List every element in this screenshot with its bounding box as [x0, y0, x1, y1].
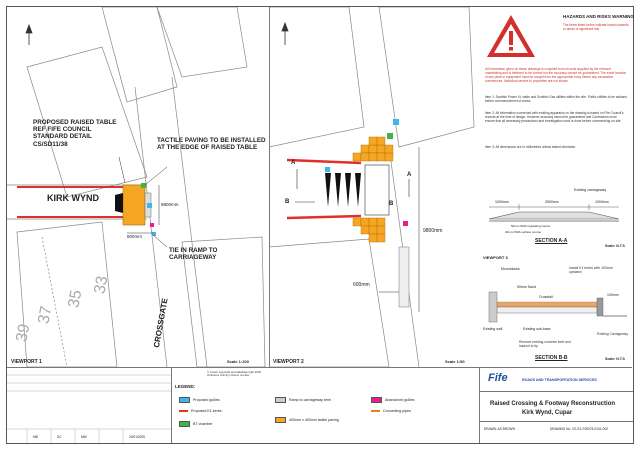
viewport-2-label: VIEWPORT 2 [273, 359, 304, 365]
revision-table [7, 367, 172, 443]
house-number: 33 [91, 274, 112, 296]
house-number: 37 [35, 304, 56, 326]
section-aa-scale: Scale: N.T.S [605, 244, 625, 248]
project-title: Raised Crossing & Footway Reconstruction [490, 401, 616, 407]
section-bb-panel [479, 252, 632, 368]
drawing-date: 20/01/2025 [129, 435, 145, 439]
dimension-800: 800mm [127, 234, 143, 239]
legend-swatch [179, 410, 188, 412]
section-marker: B [389, 201, 394, 207]
legend-swatch [371, 397, 382, 403]
viewport-1-scale: Scale 1:100 [227, 359, 249, 364]
building-outline [157, 7, 247, 77]
dimension-600: 600mm [353, 282, 370, 288]
section-bb-label: 100mm [607, 293, 619, 297]
dimension-9800: 9800mm [423, 228, 443, 234]
hazards-panel [479, 7, 632, 158]
section-bb-label: Existing Carriageway [597, 332, 628, 336]
title-block [479, 367, 633, 443]
org-logo: Fife [488, 372, 508, 384]
tactile-paving-bottom [353, 218, 385, 242]
ramp-triangles [325, 173, 361, 207]
legend-swatch [179, 421, 190, 427]
legend-swatch [371, 410, 380, 412]
drawing-sheet [6, 6, 634, 444]
notes-general: All information given on these drawings is compiled from records supplied by the relevant undertaking and is believed to be correct but the accuracy cannot be guaranteed. The exact location of any plant or equipment must be sought from the appropriate body before any excavation commences. Individual service to properties are not shown. [485, 67, 627, 83]
section-bb-viewport: VIEWPORT 3 [483, 255, 508, 260]
section-marker: A [291, 160, 296, 166]
drawing-number: DRAWING No: CE-E1-P20076-0101-002 [550, 427, 608, 431]
legend-item: 400mm x 400mm tactile paving [275, 417, 339, 423]
dept-name: ROADS AND TRANSPORTATION SERVICES [522, 378, 597, 382]
section-aa-panel [479, 157, 632, 253]
notes-item-2: Item 2: All information connected with existing apparatus on the drawing is based on Fife Council's records at the time of design. However accuracy cannot be guaranteed and Contractors must ensure that all necessary precautions and investigation work is done before commencing on site. [485, 111, 624, 123]
section-aa-label: 2500mm [545, 200, 559, 204]
legend-item: Proposed K1 kerbs [179, 409, 222, 413]
house-number: 39 [13, 322, 34, 344]
drawn-by: DRAWN: AS BROWN [484, 427, 515, 431]
section-bb-label: Install K1 kerbs with 100mm upstand [569, 266, 613, 275]
section-bb-label: Crossfall [539, 295, 553, 299]
hazards-title: HAZARDS AND RISKS WARNING [563, 14, 634, 19]
viewport-1-label: VIEWPORT 1 [11, 359, 42, 365]
section-bb-scale: Scale: N.T.S [605, 357, 625, 361]
viewport-2-scale: Scale 1:50 [445, 359, 465, 364]
initials: MW [81, 435, 87, 439]
copyright-note: © Crown copyright and database right 2025 Ordnance Survey Licence number [207, 370, 261, 378]
legend-swatch [179, 397, 190, 403]
section-marker: B [285, 199, 290, 205]
notes-item-3: Item 3: All dimensions are in millimetres unless stated otherwise. [485, 145, 577, 149]
north-arrow-icon [26, 25, 32, 45]
legend [171, 383, 479, 443]
section-bb-label: 50mm Sand [517, 285, 536, 289]
initials: MB [33, 435, 38, 439]
section-marker: A [407, 172, 412, 178]
north-arrow-icon [282, 23, 288, 45]
section-bb-label: Existing sub-base [523, 327, 551, 331]
tie-in-annotation: TIE IN RAMP TO CARRIAGEWAY [169, 247, 218, 262]
section-aa-label: 40mm SMA surface course [505, 230, 542, 234]
viewport-1 [7, 7, 270, 368]
legend-item: Connecting pipes [371, 409, 411, 413]
tactile-paving-top [353, 137, 393, 161]
section-aa-title: SECTION A-A [535, 238, 568, 244]
legend-swatch [275, 417, 286, 423]
project-location: Kirk Wynd, Cupar [522, 410, 573, 416]
tactile-paving-annotation: TACTILE PAVING TO BE INSTALLED AT THE EDGE OF RAISED TABLE [157, 137, 266, 152]
section-aa-label: 1000mm [495, 200, 509, 204]
legend-item: BT chamber [179, 421, 213, 427]
initials: DC [57, 435, 62, 439]
building-outline [102, 7, 177, 102]
section-bb-label: Existing wall [483, 327, 503, 331]
hazards-subtitle: The items listed below indicate known hazards or areas of significant risk. [563, 23, 629, 31]
section-aa-label: Existing carriageway [574, 188, 607, 192]
section-bb-title: SECTION B-B [535, 355, 568, 361]
notes-item-1: Item 1: Scottish Power LV cable and Scottish Gas utilities within the site. Public utilities to be advised before commencement of works. [485, 95, 627, 103]
dimension-9800: 9800mm [161, 202, 179, 207]
legend-item: Abandoned gullies [371, 397, 415, 403]
section-bb-label: Monoblocks [501, 267, 520, 271]
viewport-2-map [269, 7, 479, 367]
legend-item: Ramp to carriageway term [275, 397, 331, 403]
section-bb-label: Remove existing concrete kerb and haunch to tip [519, 340, 571, 349]
legend-title: LEGEND: [175, 384, 196, 389]
viewport-2 [269, 7, 480, 368]
street-label-crossgate: CROSSGATE [152, 297, 170, 349]
warning-icon [483, 11, 539, 61]
street-label-kirk-wynd: KIRK WYND [47, 193, 99, 203]
legend-swatch [275, 397, 286, 403]
section-aa-label: 1000mm [595, 200, 609, 204]
section-aa-label: 50mm SMA regulating course [511, 224, 551, 228]
raised-table-annotation: PROPOSED RAISED TABLE REF FIFE COUNCIL STANDARD DETAIL CS/SD11/38 [33, 119, 117, 148]
legend-item: Proposed gullies [179, 397, 220, 403]
house-number: 35 [65, 288, 86, 310]
